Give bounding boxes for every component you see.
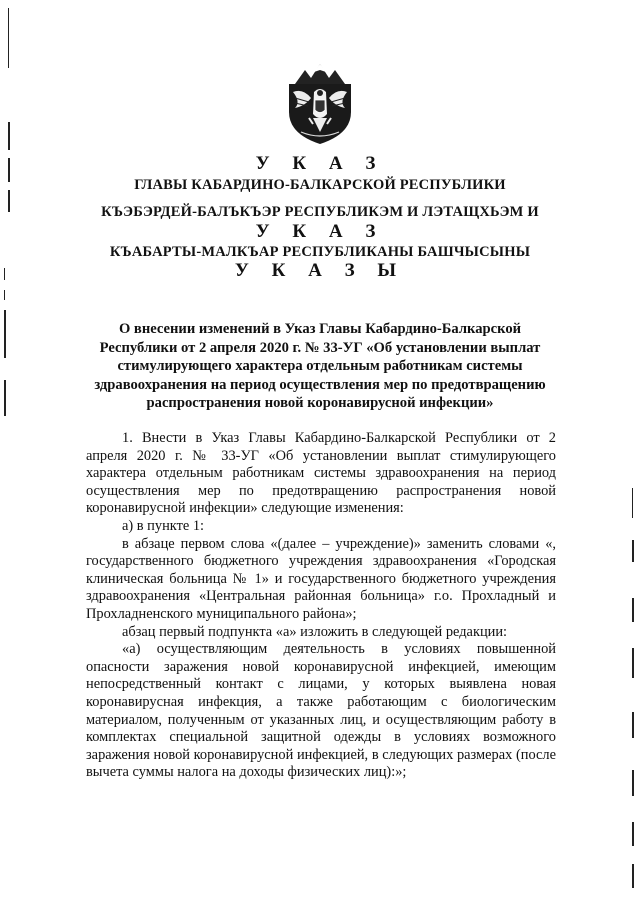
scan-mark-left xyxy=(8,122,10,150)
paragraph: абзац первый подпункта «а» изложить в следующей редакции: xyxy=(122,623,508,640)
decree-body xyxy=(86,430,556,782)
paragraph: «а) осуществляющим деятельность в условиях повышенной опасности заражения новой коронавирусной инфекцией, имеющим непосредственный контакт с лицами, у которых выявлена новая коронавирусная инфекция, а также работающим с биологическим материалом, полученным от указанных лиц, и осуществляющим работу в комплектах специальной защитной одежды в условиях возможного заражения новой коронавирусной инфекцией, в следующих размерах (после вычета суммы налога на доходы физических лиц):»; xyxy=(86,641,556,781)
heading-kabardian: КЪЭБЭРДЕЙ-БАЛЪКЪЭР РЕСПУБЛИКЭМ И ЛЭТАЩХЬЭМ И xyxy=(101,204,539,220)
scan-mark-left xyxy=(8,190,10,212)
scan-mark-right xyxy=(632,488,633,518)
coat-of-arms-icon xyxy=(283,62,357,146)
scan-mark-left xyxy=(8,8,9,68)
scan-mark-right xyxy=(632,864,634,888)
heading-balkar: КЪАБАРТЫ-МАЛКЪАР РЕСПУБЛИКАНЫ БАШЧЫСЫНЫ xyxy=(109,244,531,260)
scan-mark-left xyxy=(4,268,5,280)
scan-mark-right xyxy=(632,770,634,796)
scan-mark-right xyxy=(632,822,634,846)
scan-mark-right xyxy=(632,712,634,738)
paragraph: 1. Внести в Указ Главы Кабардино-Балкарской Республики от 2 апреля 2020 г. № 33-УГ «Об установлении выплат стимулирующего характера отдельным работникам системы здравоохранения на период осуществления мер по предотвращению распространения новой коронавирусной инфекции» следующие изменения: xyxy=(86,430,556,517)
scan-mark-left xyxy=(8,158,10,182)
scan-mark-left xyxy=(4,380,6,416)
decree-title: О внесении изменений в Указ Главы Кабардино-Балкарской Республики от 2 апреля 2020 г. № 33-УГ «Об установлении выплат стимулирующего характера отдельным работникам системы здравоохранения на период осуществления мер по предотвращению распространения новой коронавирусной инфекции» xyxy=(94,321,546,411)
paragraph: а) в пункте 1: xyxy=(122,517,205,534)
heading-ukaz: У К А З xyxy=(255,153,385,174)
scan-mark-right xyxy=(632,648,634,678)
scan-mark-left xyxy=(4,290,5,300)
heading-ukazy-balkar: У К А З Ы xyxy=(234,260,406,281)
paragraph: в абзаце первом слова «(далее – учреждение)» заменить словами «, государственного бюджетного учреждения здравоохранения «Городская клиническая больница № 1» и государственного бюджетного учреждения здравоохранения «Центральная районная больница» г.о. Прохладный и Прохладненского муниципального района»; xyxy=(86,535,556,622)
heading-ukaz-kabardian: У К А З xyxy=(255,221,385,242)
scan-mark-right xyxy=(632,540,634,562)
scan-mark-left xyxy=(4,310,6,358)
scan-mark-right xyxy=(632,598,634,622)
heading-rus: ГЛАВЫ КАБАРДИНО-БАЛКАРСКОЙ РЕСПУБЛИКИ xyxy=(134,177,506,193)
